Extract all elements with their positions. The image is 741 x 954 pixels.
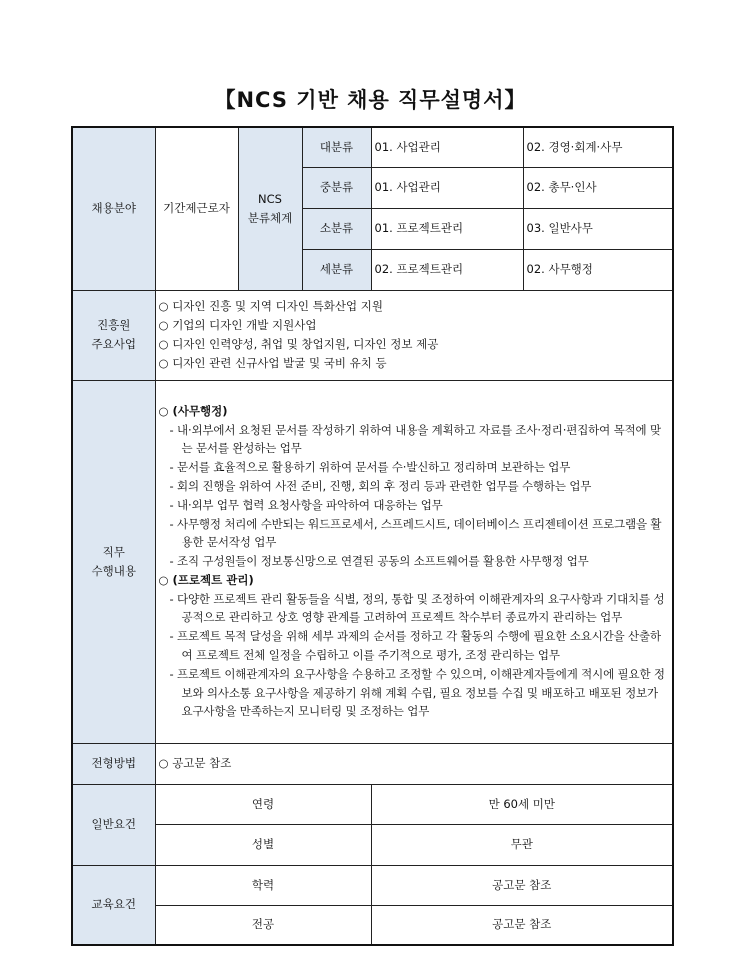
duty-section-heading: ○ (사무행정): [158, 403, 228, 418]
duties-label-line: 수행내용: [91, 563, 136, 578]
business-item: ○ 디자인 관련 신규사업 발굴 및 국비 유치 등: [158, 355, 387, 370]
class-level: 대분류: [302, 127, 371, 167]
business-content: [155, 290, 673, 380]
duty-item: - 회의 진행을 위하여 사전 준비, 진행, 회의 후 정리 등과 관련한 업무를 수행하는 업무: [169, 478, 592, 493]
education-value: 공고문 참조: [371, 865, 673, 905]
general-key: 연령: [155, 784, 371, 824]
duty-item: - 사무행정 처리에 수반되는 워드프로세서, 스프레드시트, 데이터베이스 프리젠테이션 프로그램을 활용한 문서작성 업무: [169, 516, 662, 550]
business-item: ○ 기업의 디자인 개발 지원사업: [158, 318, 317, 333]
selection-value: ○ 공고문 참조: [155, 743, 673, 784]
field-value: 기간제근로자: [155, 127, 238, 290]
class-value-b: 03. 일반사무: [523, 208, 673, 249]
class-value-a: 01. 사업관리: [371, 127, 523, 167]
business-item: ○ 디자인 진흥 및 지역 디자인 특화산업 지원: [158, 299, 383, 314]
duty-item: - 프로젝트 이해관계자의 요구사항을 수용하고 조정할 수 있으며, 이해관계자들에게 적시에 필요한 정보와 의사소통 요구사항을 제공하기 위해 계획 수립, 필요 정보를 수집 및 배포하고 배포된 정보가 요구사항을 만족하는지 모니터링 및 조정하는 업무: [169, 666, 665, 719]
business-label-line: 진흥원: [97, 318, 131, 333]
page-title: 【NCS 기반 채용 직무설명서】: [214, 88, 527, 112]
ncs-label-line: 분류체계: [247, 210, 293, 225]
class-value-a: 01. 프로젝트관리: [371, 208, 523, 249]
class-value-b: 02. 경영·회계·사무: [523, 127, 673, 167]
field-label: 채용분야: [72, 127, 155, 290]
job-description-table: [71, 126, 674, 946]
duty-item: - 내·외부 업무 협력 요청사항을 파악하여 대응하는 업무: [169, 497, 443, 512]
class-level: 세분류: [302, 249, 371, 290]
general-label: 일반요건: [72, 784, 155, 865]
duty-item: - 조직 구성원들이 정보통신망으로 연결된 공동의 소프트웨어를 활용한 사무행정 업무: [169, 554, 589, 569]
duties-label-line: 직무: [102, 544, 125, 559]
ncs-label-line: NCS: [258, 191, 282, 206]
education-label: 교육요건: [72, 865, 155, 945]
business-label-line: 주요사업: [91, 337, 136, 351]
duty-item: - 내·외부에서 요청된 문서를 작성하기 위하여 내용을 계획하고 자료를 조사·정리·편집하여 목적에 맞는 문서를 완성하는 업무: [169, 422, 661, 456]
class-value-a: 02. 프로젝트관리: [371, 249, 523, 290]
class-value-a: 01. 사업관리: [371, 167, 523, 208]
education-value: 공고문 참조: [371, 905, 673, 945]
class-level: 중분류: [302, 167, 371, 208]
general-value: 무관: [371, 824, 673, 865]
duty-item: - 문서를 효율적으로 활용하기 위하여 문서를 수·발신하고 정리하며 보관하는 업무: [169, 460, 571, 475]
duty-item: - 프로젝트 목적 달성을 위해 세부 과제의 순서를 정하고 각 활동의 수행에 필요한 소요시간을 산출하여 프로젝트 전체 일정을 수립하고 이를 주기적으로 평가, 조정 관리하는 업무: [169, 629, 661, 663]
class-value-b: 02. 총무·인사: [523, 167, 673, 208]
selection-label: 전형방법: [72, 743, 155, 784]
class-level: 소분류: [302, 208, 371, 249]
business-label: [72, 290, 155, 380]
duties-label: [72, 380, 155, 743]
duty-section-heading: ○ (프로젝트 관리): [158, 572, 254, 587]
education-key: 전공: [155, 905, 371, 945]
general-key: 성별: [155, 824, 371, 865]
business-item: ○ 디자인 인력양성, 취업 및 창업지원, 디자인 정보 제공: [158, 337, 439, 351]
class-value-b: 02. 사무행정: [523, 249, 673, 290]
duty-item: - 다양한 프로젝트 관리 활동들을 식별, 정의, 통합 및 조정하여 이해관계자의 요구사항과 기대치를 성공적으로 관리하고 상호 영향 관계를 고려하여 프로젝트 착수부터 종료까지 관리하는 업무: [169, 591, 665, 625]
ncs-label: [238, 127, 302, 290]
general-value: 만 60세 미만: [371, 784, 673, 824]
education-key: 학력: [155, 865, 371, 905]
duties-content: [155, 380, 673, 743]
